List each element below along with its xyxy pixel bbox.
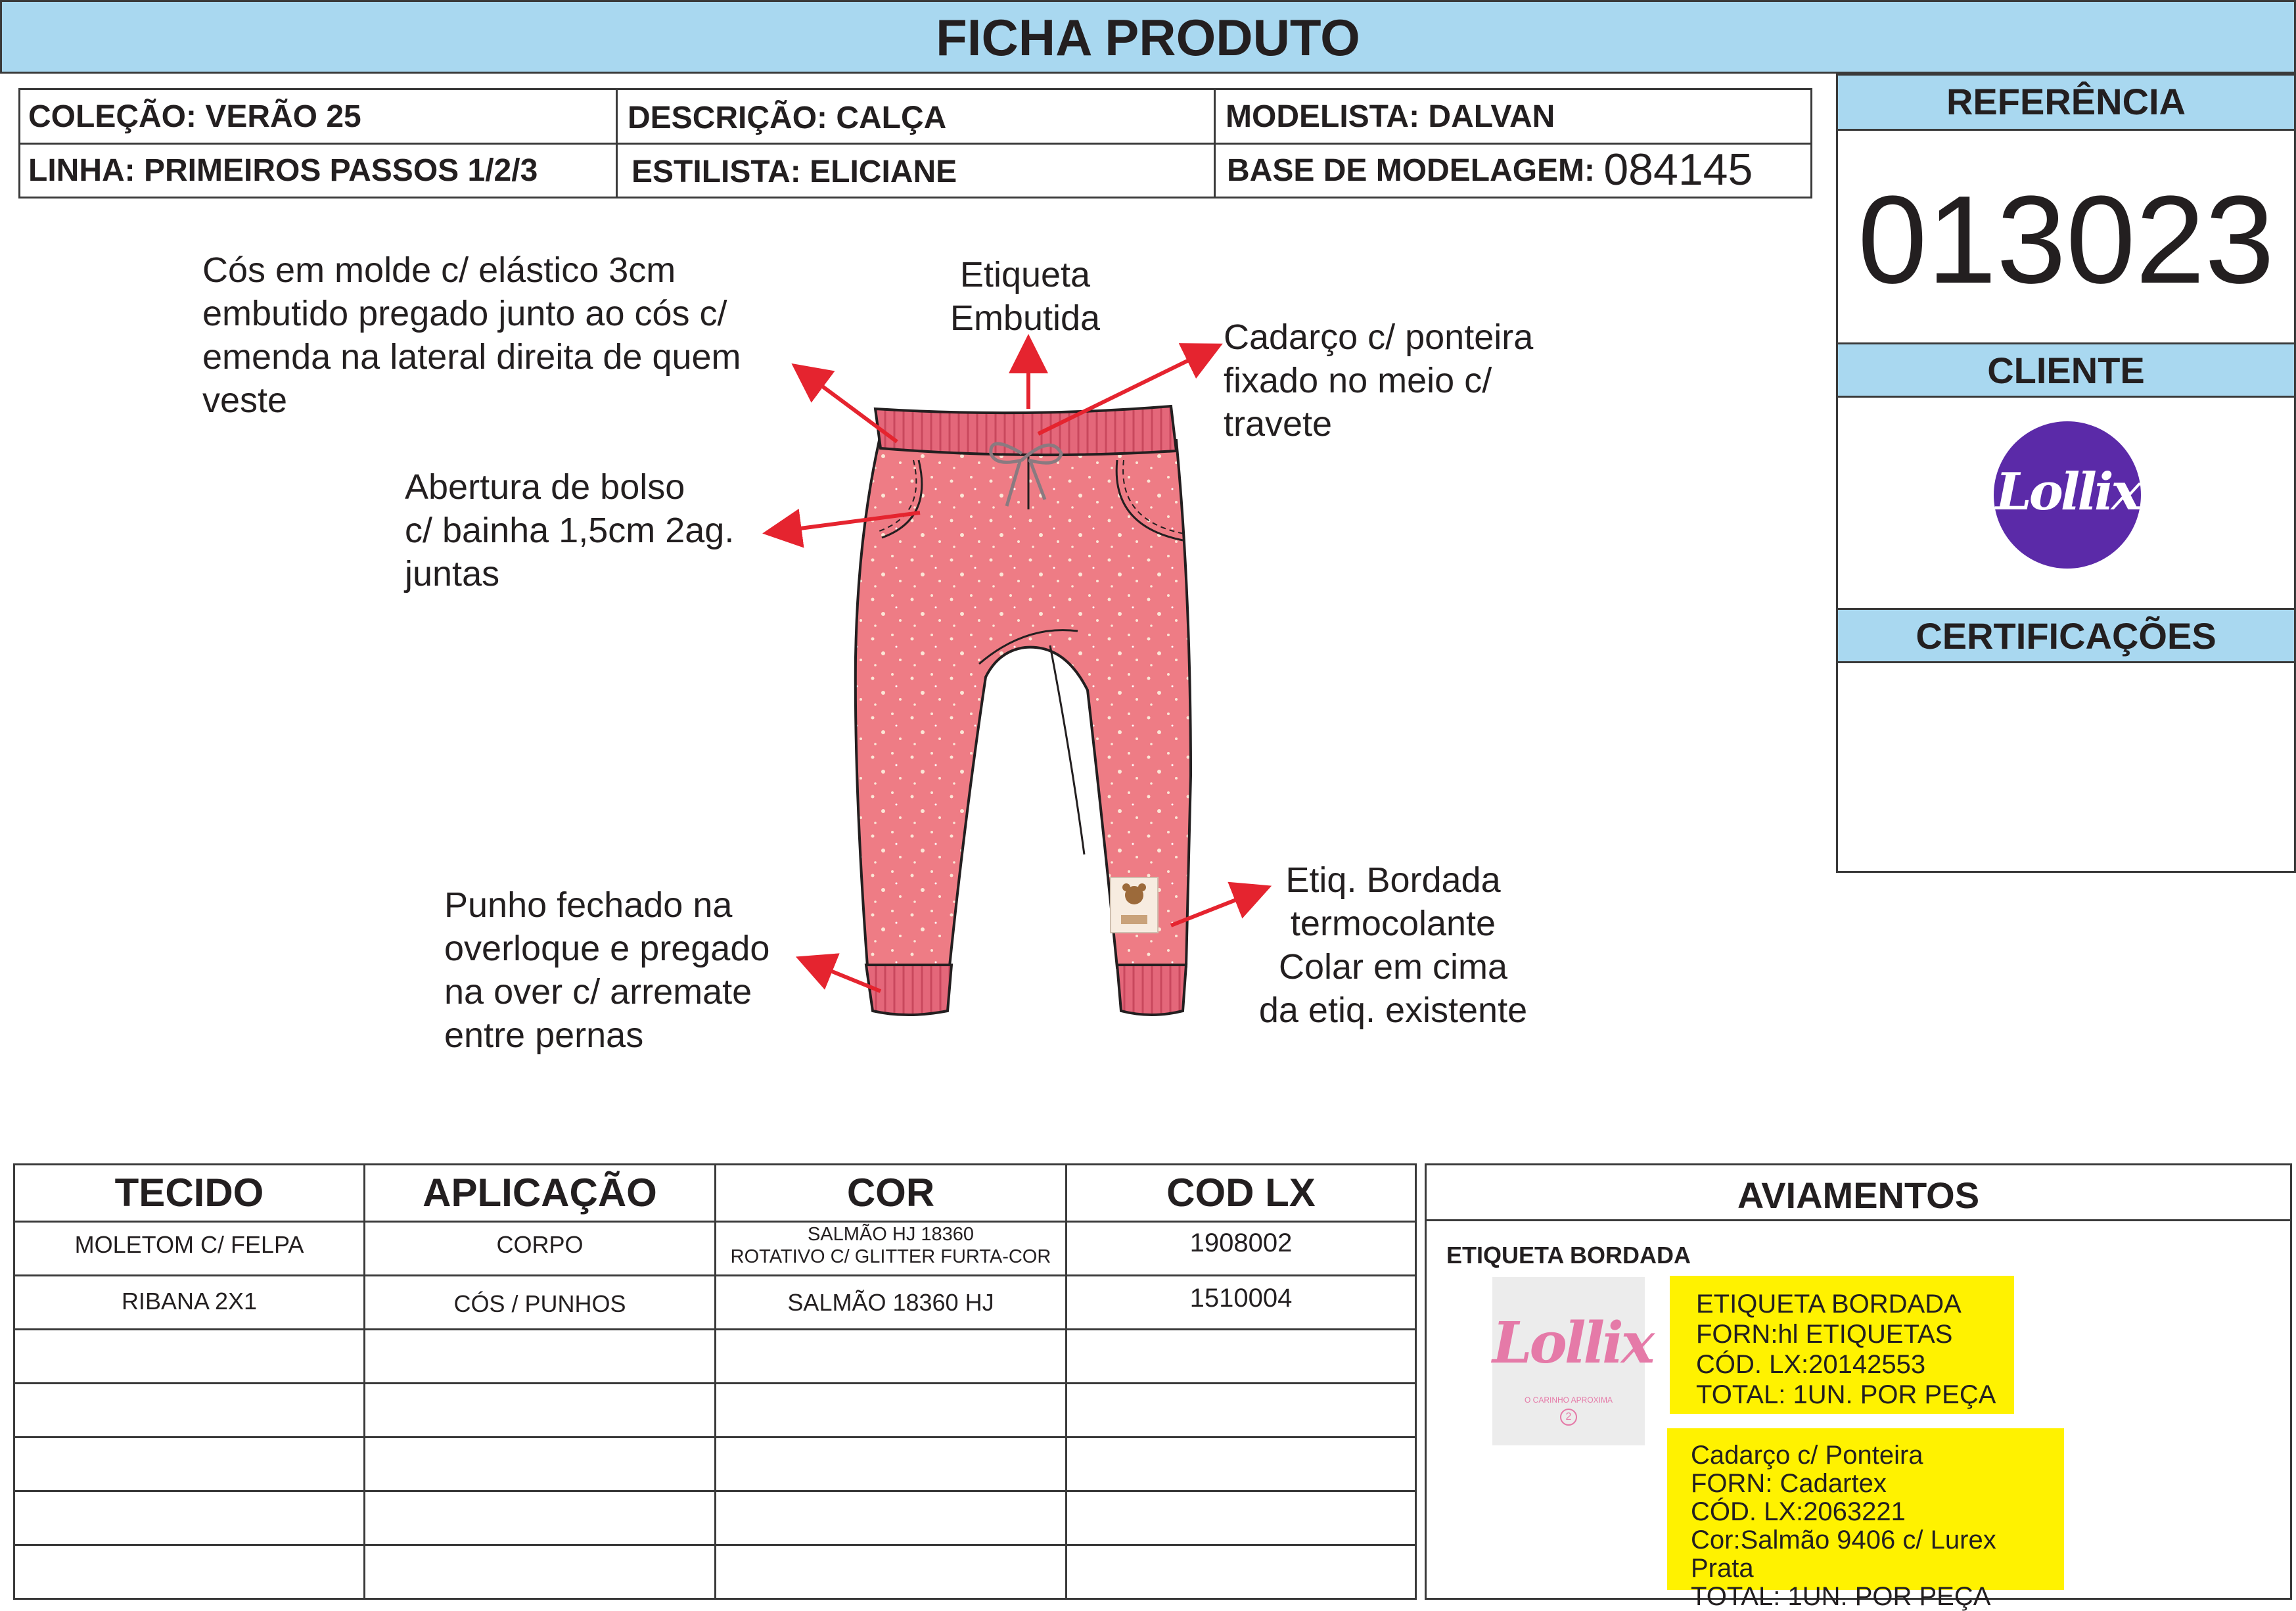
cell-tecido: MOLETOM C/ FELPA <box>74 1231 304 1258</box>
page-title: FICHA PRODUTO <box>0 0 2296 74</box>
note-line: juntas <box>405 554 500 594</box>
note-line: entre pernas <box>444 1016 644 1055</box>
note-cadarco <box>1224 315 1533 446</box>
cell-cor: SALMÃO 18360 HJ <box>787 1289 994 1316</box>
note-bolso <box>405 465 734 595</box>
aviamentos-title: AVIAMENTOS <box>1737 1175 1980 1216</box>
aviamentos-panel <box>1425 1163 2292 1611</box>
cliente-header: CLIENTE <box>1838 342 2294 398</box>
note-line: fixado no meio c/ <box>1224 361 1492 400</box>
box-line: CÓD. LX:2063221 <box>1691 1497 1906 1526</box>
pants-right-cuff <box>1117 965 1186 1015</box>
note-line: termocolante <box>1290 904 1496 943</box>
embroidered-patch <box>1111 877 1158 933</box>
descricao-field: DESCRIÇÃO: CALÇA <box>628 101 947 135</box>
box-line: FORN:hl ETIQUETAS <box>1696 1320 1953 1349</box>
pants-waistband <box>875 406 1176 455</box>
certificacoes-header: CERTIFICAÇÕES <box>1838 608 2294 663</box>
box-line: TOTAL: 1UN. POR PEÇA <box>1696 1380 1996 1409</box>
cell-cor-line: SALMÃO HJ 18360 <box>807 1224 975 1245</box>
note-line: c/ bainha 1,5cm 2ag. <box>405 511 735 550</box>
divider <box>15 1382 1415 1384</box>
cell-cor-line: ROTATIVO C/ GLITTER FURTA-COR <box>730 1246 1051 1267</box>
arrow-cos <box>798 368 897 442</box>
cell-tecido: RIBANA 2X1 <box>121 1288 258 1315</box>
column-header-tecido: TECIDO <box>114 1171 264 1215</box>
modelista-field: MODELISTA: DALVAN <box>1226 99 1555 134</box>
divider <box>15 1221 1415 1223</box>
note-line: travete <box>1224 404 1333 444</box>
column-header-aplicacao: APLICAÇÃO <box>423 1171 657 1215</box>
note-line: veste <box>202 381 288 420</box>
note-line: embutido pregado junto ao cós c/ <box>202 294 727 333</box>
divider <box>15 1328 1415 1330</box>
cell-cod: 1908002 <box>1189 1228 1293 1257</box>
note-line: Etiq. Bordada <box>1285 860 1501 900</box>
referencia-header: REFERÊNCIA <box>1838 76 2294 131</box>
divider <box>15 1274 1415 1276</box>
divider <box>15 1490 1415 1492</box>
base-modelagem-label: BASE DE MODELAGEM: <box>1227 153 1596 188</box>
note-line: Colar em cima <box>1278 947 1508 987</box>
aviamento-box-cadarco <box>1667 1428 2064 1611</box>
linha-field: LINHA: PRIMEIROS PASSOS 1/2/3 <box>28 153 538 188</box>
cell-aplicacao: CORPO <box>496 1231 584 1258</box>
note-punho <box>444 883 769 1057</box>
box-line: Cadarço c/ Ponteira <box>1691 1441 1923 1470</box>
note-line: emenda na lateral direita de quem <box>202 337 741 377</box>
client-logo-text: Lollix <box>1995 462 2140 522</box>
note-line: overloque e pregado <box>444 929 770 968</box>
label-sample-image <box>1492 1277 1653 1445</box>
note-line: Cadarço c/ ponteira <box>1224 317 1534 357</box>
cell-cod: 1510004 <box>1189 1284 1293 1313</box>
box-line: TOTAL: 1UN. POR PEÇA <box>1691 1582 1991 1611</box>
aviamento-box-etiqueta <box>1670 1276 2014 1414</box>
label-size-badge: 2 <box>1560 1409 1577 1426</box>
column-header-cor: COR <box>846 1171 935 1215</box>
note-line: Etiqueta <box>959 255 1091 294</box>
materials-table <box>13 1163 1417 1600</box>
divider <box>1427 1219 2290 1221</box>
divider <box>363 1165 365 1598</box>
box-line: ETIQUETA BORDADA <box>1696 1290 1962 1319</box>
base-modelagem-value: 084145 <box>1603 145 1753 195</box>
note-line: Embutida <box>950 298 1101 338</box>
divider <box>15 1544 1415 1546</box>
note-line: Abertura de bolso <box>405 467 685 507</box>
note-line: da etiq. existente <box>1258 991 1528 1030</box>
colecao-field: COLEÇÃO: VERÃO 25 <box>28 99 361 134</box>
box-line: FORN: Cadartex <box>1691 1469 1887 1498</box>
aviamentos-subtitle: ETIQUETA BORDADA <box>1446 1242 1691 1269</box>
referencia-value: 013023 <box>1857 170 2274 310</box>
label-tagline: O CARINHO APROXIMA <box>1524 1395 1613 1405</box>
note-line: Punho fechado na <box>444 885 733 925</box>
note-line: Cós em molde c/ elástico 3cm <box>202 250 676 290</box>
cell-aplicacao: CÓS / PUNHOS <box>453 1290 626 1317</box>
column-header-cod: COD LX <box>1166 1171 1316 1215</box>
label-logo-text: Lollix <box>1492 1310 1653 1376</box>
note-etiq-bordada <box>1235 858 1551 1032</box>
note-line: na over c/ arremate <box>444 972 752 1012</box>
estilista-field: ESTILISTA: ELICIANE <box>631 154 957 189</box>
note-cos <box>202 248 741 422</box>
box-line: CÓD. LX:20142553 <box>1696 1350 1926 1379</box>
divider <box>15 1436 1415 1438</box>
cell-cor <box>716 1223 1065 1268</box>
note-etiqueta <box>927 253 1124 340</box>
box-line: Cor:Salmão 9406 c/ Lurex Prata <box>1691 1526 1996 1583</box>
